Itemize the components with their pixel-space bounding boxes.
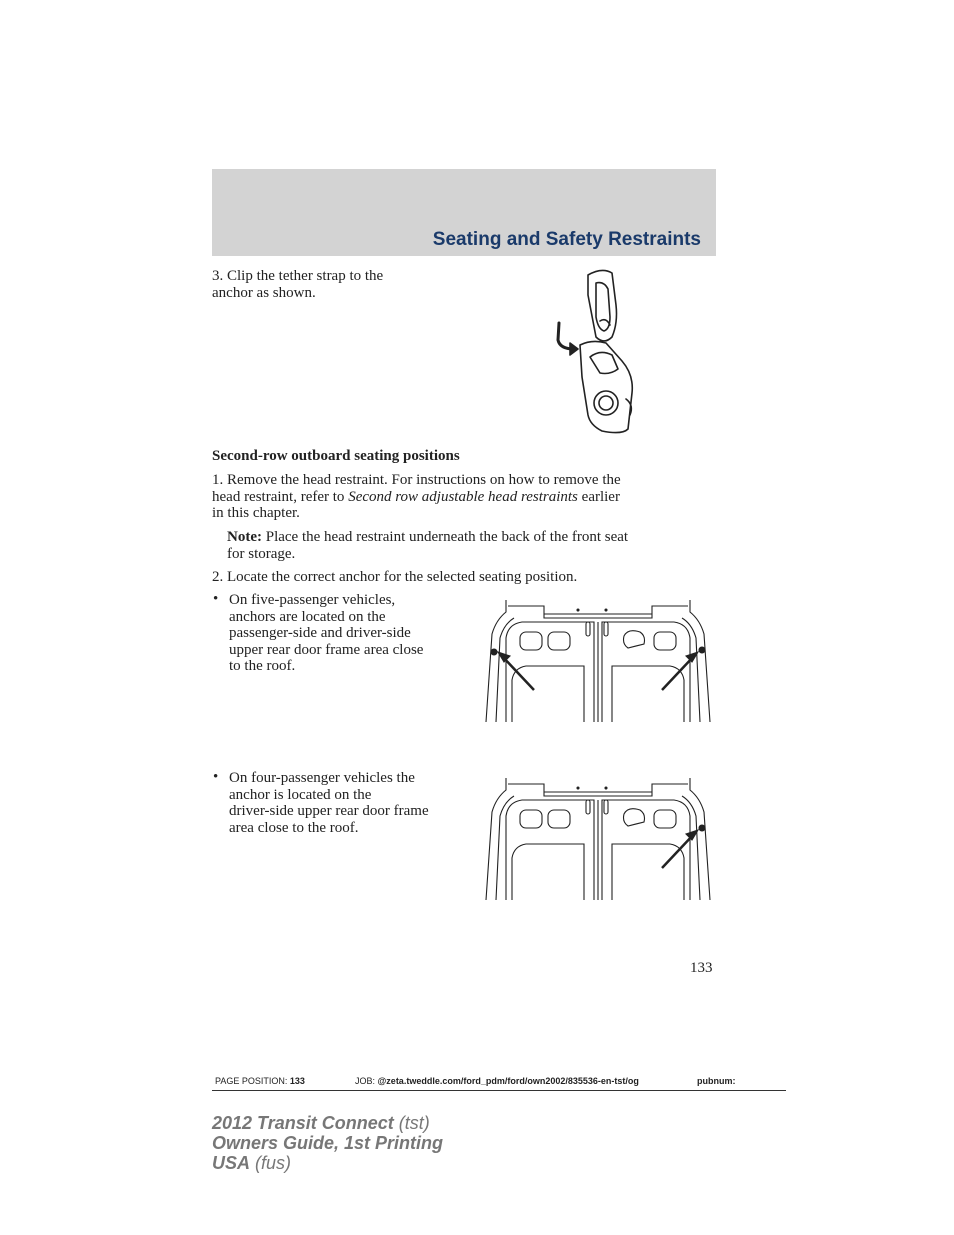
footer-job	[355, 1076, 639, 1086]
left-window	[512, 844, 584, 900]
job-label: JOB:	[355, 1076, 376, 1086]
bullet-marker: •	[213, 591, 219, 607]
pointer-arrow-right	[662, 834, 694, 868]
panel-cutout	[654, 632, 676, 650]
note-line1: Note: Place the head restraint underneath the back of the front seat	[227, 529, 629, 545]
anchor-bolt-center	[599, 396, 613, 410]
frame-left-inner	[496, 618, 514, 722]
bullet2-line: anchor is located on the	[229, 786, 372, 803]
panel-cutout	[548, 810, 570, 828]
left-window	[512, 666, 584, 722]
bullet1-line: On five-passenger vehicles,	[229, 592, 396, 608]
section-title: Seating and Safety Restraints	[432, 229, 701, 250]
anchor-slot	[590, 352, 618, 373]
arrow-head	[570, 343, 578, 355]
left-door	[506, 800, 594, 900]
step1-line1: 1. Remove the head restraint. For instructions on how to remove the	[212, 472, 621, 488]
right-window	[612, 666, 684, 722]
frame-left	[486, 778, 506, 900]
frame-right-inner	[682, 796, 700, 900]
cross-reference: Second row adjustable head restraints	[348, 488, 578, 505]
edition-info	[212, 1113, 443, 1173]
bullet1-line: passenger-side and driver-side	[229, 625, 411, 641]
pointer-arrow-left	[502, 656, 534, 690]
frame-right-inner	[682, 618, 700, 722]
right-door	[602, 622, 690, 722]
anchor-bolt	[594, 391, 618, 415]
note-line2: for storage.	[227, 545, 296, 562]
edition-line3: USA (fus)	[212, 1153, 292, 1173]
bullet2-line: driver-side upper rear door frame	[229, 803, 429, 819]
latch	[604, 800, 608, 814]
section-header-band	[212, 169, 716, 256]
roof-bolt	[605, 609, 607, 611]
latch	[586, 622, 590, 636]
latch	[604, 622, 608, 636]
bullet1-line: upper rear door frame area close	[229, 641, 424, 658]
step1-line3: in this chapter.	[212, 505, 300, 521]
bullet1-line: anchors are located on the	[229, 608, 386, 625]
page-number: 133	[690, 960, 713, 976]
panel-cutout	[520, 810, 542, 828]
pubnum-label: pubnum:	[697, 1076, 736, 1086]
pointer-arrow-right	[662, 656, 694, 690]
rear-door-anchor-four-passenger	[478, 772, 718, 900]
roof-bolt	[577, 609, 579, 611]
step3-line2: anchor as shown.	[212, 284, 316, 301]
step1-text	[212, 472, 621, 522]
roof-rail	[508, 784, 688, 796]
pointer-arrow-head	[686, 830, 698, 840]
tether-clip-illustration	[540, 265, 650, 437]
edition-line2: Owners Guide, 1st Printing	[212, 1133, 444, 1153]
step2-text: 2. Locate the correct anchor for the selected seating position.	[212, 569, 578, 585]
panel-cutout	[624, 631, 645, 648]
bullet2-text	[229, 770, 429, 836]
note-label: Note:	[227, 529, 262, 545]
footer-pubnum	[697, 1076, 736, 1086]
hook-slot	[596, 283, 610, 331]
edition-line1: 2012 Transit Connect (tst)	[212, 1113, 430, 1133]
footer-rule	[212, 1090, 786, 1091]
bullet1-line: to the roof.	[229, 658, 296, 674]
job-value: @zeta.tweddle.com/ford_pdm/ford/own2002/835536-en-tst/og	[377, 1076, 639, 1086]
latch	[586, 800, 590, 814]
roof-bolt	[605, 787, 607, 789]
pointer-arrow-head	[686, 652, 698, 662]
panel-cutout	[654, 810, 676, 828]
roof-bolt	[577, 787, 579, 789]
bullet1-text	[229, 592, 423, 675]
right-window	[612, 844, 684, 900]
anchor-point-right	[699, 825, 705, 831]
anchor-point-right	[699, 647, 705, 653]
right-door	[602, 800, 690, 900]
frame-left-inner	[496, 796, 514, 900]
panel-cutout	[624, 809, 645, 826]
rear-door-anchors-five-passenger	[478, 594, 718, 722]
section-heading: Second-row outboard seating positions	[212, 448, 460, 464]
footer-page-position	[215, 1076, 305, 1086]
bullet2-line: On four-passenger vehicles the	[229, 770, 415, 786]
anchor-point-left	[491, 649, 497, 655]
bullet-marker: •	[213, 769, 219, 785]
step3-text	[212, 268, 383, 301]
panel-cutout	[520, 632, 542, 650]
pointer-arrow-head	[498, 652, 510, 662]
anchor-bracket	[580, 341, 632, 432]
page-position-label: PAGE POSITION:	[215, 1076, 288, 1086]
page-position-value: 133	[289, 1076, 305, 1086]
left-door	[506, 622, 594, 722]
note-block	[227, 529, 628, 562]
panel-cutout	[548, 632, 570, 650]
roof-rail	[508, 606, 688, 618]
step1-line2: head restraint, refer to Second row adjustable head restraints earlier	[212, 488, 620, 505]
step3-line1: 3. Clip the tether strap to the	[212, 268, 384, 284]
bullet2-line: area close to the roof.	[229, 819, 359, 836]
